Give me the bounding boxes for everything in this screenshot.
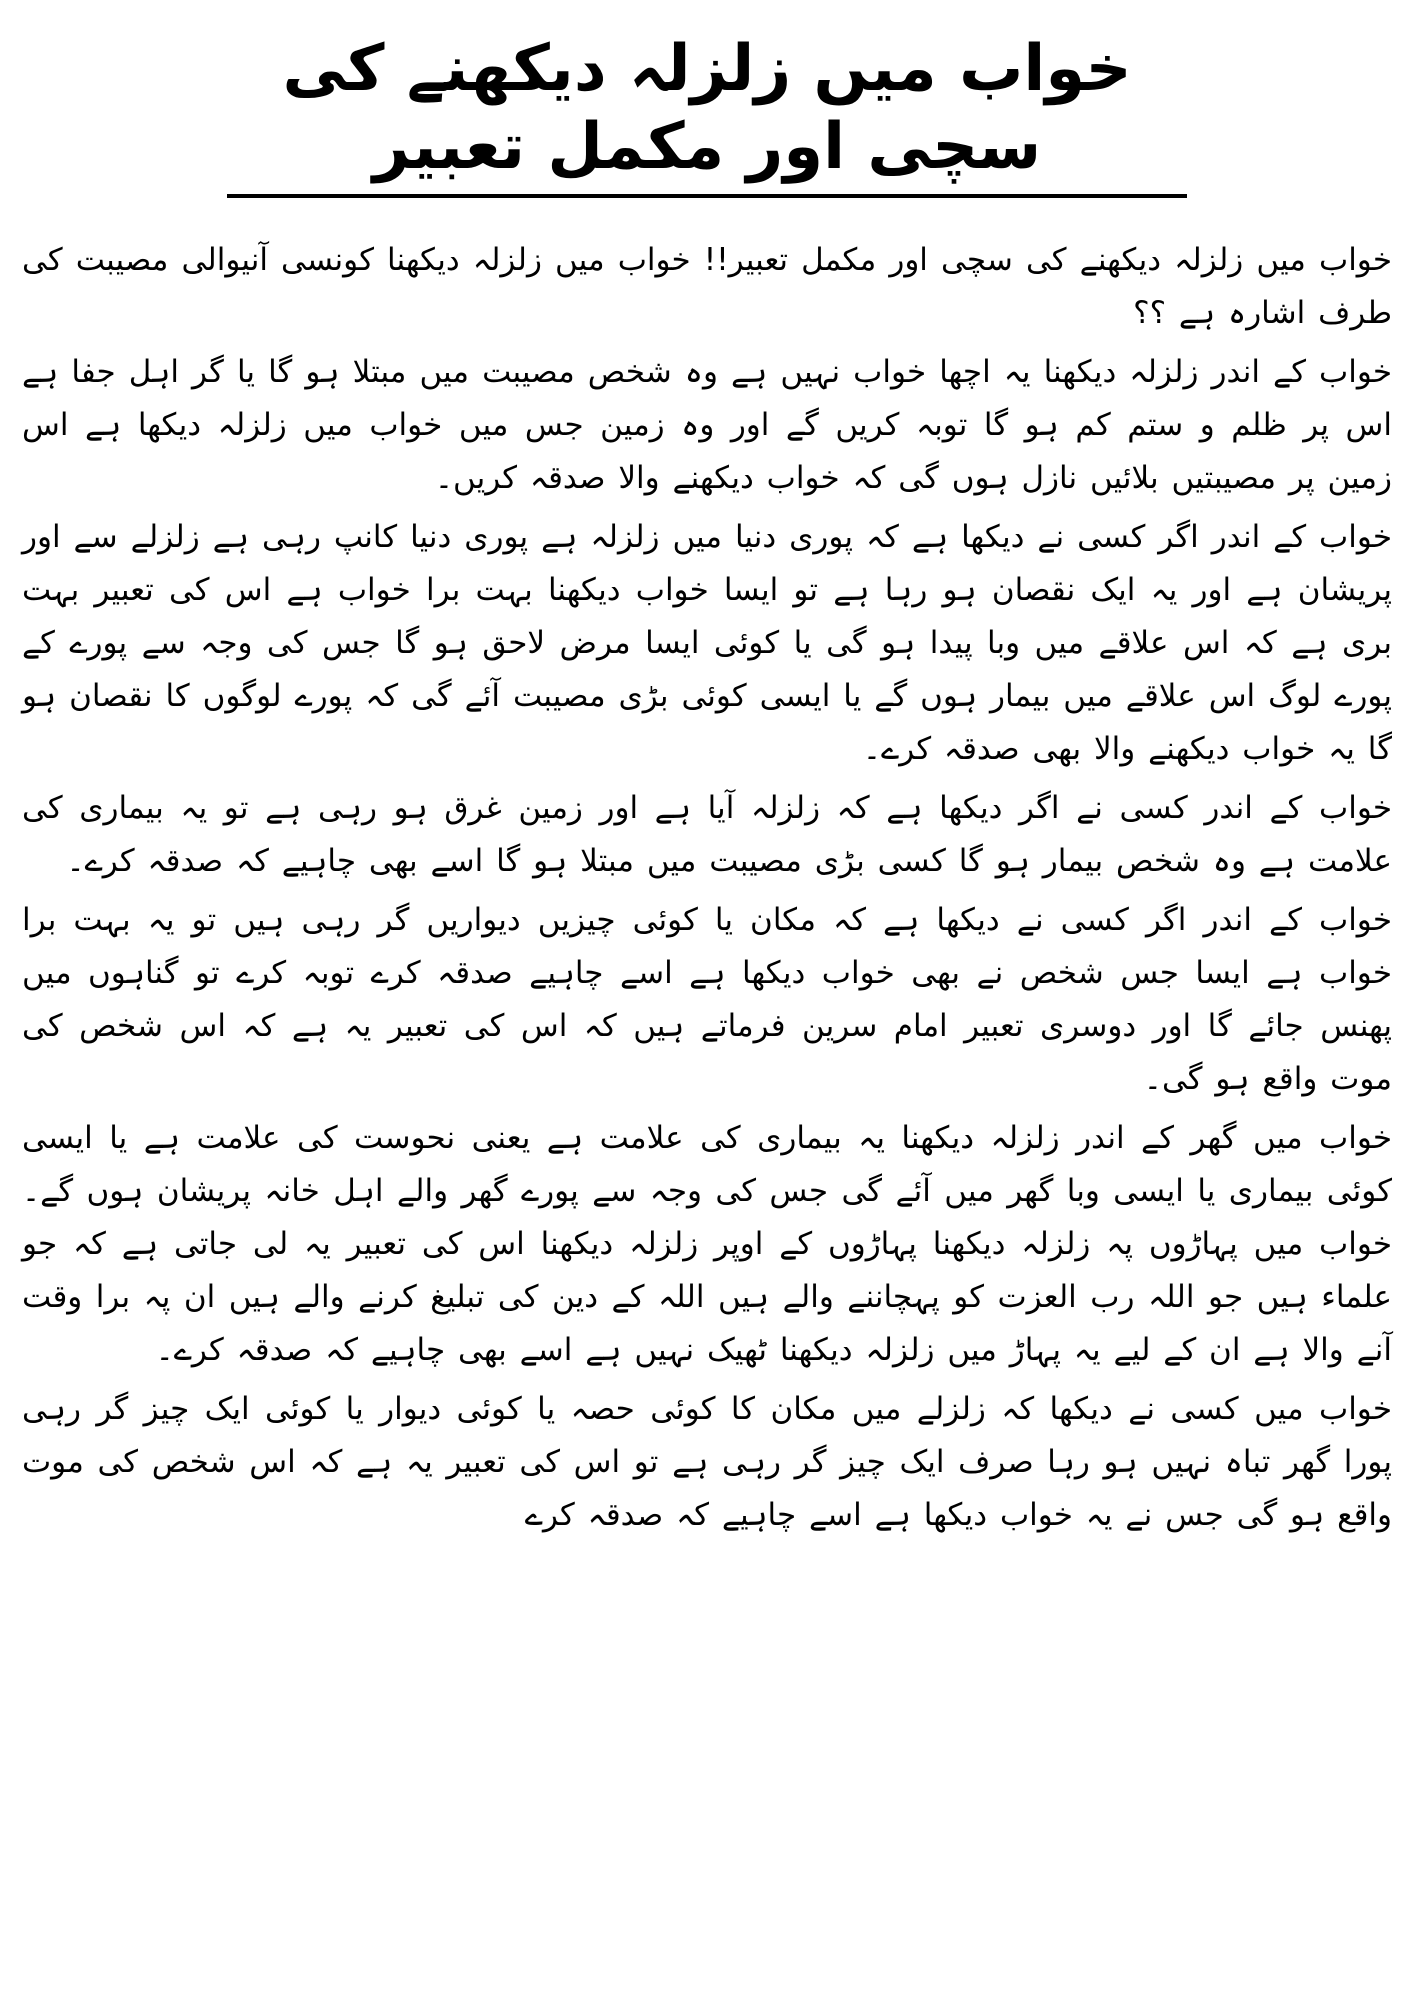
paragraph-house-and-mountains: خواب میں گھر کے اندر زلزلہ دیکھنا یہ بیماری کی علامت ہے یعنی نحوست کی علامت ہے یا ایسی کوئی بیماری یا ایسی وبا گھر میں آئے گی جس کی وجہ سے پورے گھر والے اہل خانہ پریشان ہوں گے۔ خواب میں پہاڑوں پہ زلزلہ دیکھنا پہاڑوں کے اوپر زلزلہ دیکھنا اس کی تعبیر یہ لی جاتی ہے کہ جو علماء ہیں جو اللہ رب العزت کو پہچاننے والے ہیں اللہ کے دین کی تبلیغ کرنے والے ہیں ان پہ برا وقت آنے والا ہے ان کے لیے یہ پہاڑ میں زلزلہ دیکھنا ٹھیک نہیں ہے اسے بھی چاہیے کہ صدقہ کرے۔ — [22, 1120, 1392, 1368]
title-underline — [227, 194, 1187, 198]
paragraph-whole-world: خواب کے اندر اگر کسی نے دیکھا ہے کہ پوری دنیا میں زلزلہ ہے پوری دنیا کانپ رہی ہے زلزلے سے اور پریشان ہے اور یہ ایک نقصان ہو رہا ہے تو ایسا خواب دیکھنا بہت برا خواب ہے اس کی تعبیر بہت بری ہے کہ اس علاقے میں وبا پیدا ہو گی یا کوئی ایسا مرض لاحق ہو گا جس کی وجہ سے پورے کے پورے لوگ اس علاقے میں بیمار ہوں گے یا ایسی کوئی بڑی مصیبت آئے گی کہ پورے لوگوں کا نقصان ہو گا یہ خواب دیکھنے والا بھی صدقہ کرے۔ — [22, 519, 1392, 767]
paragraph-land-sinking: خواب کے اندر کسی نے اگر دیکھا ہے کہ زلزلہ آیا ہے اور زمین غرق ہو رہی ہے تو یہ بیماری کی علامت ہے وہ شخص بیمار ہو گا کسی بڑی مصیبت میں مبتلا ہو گا اسے بھی چاہیے کہ صدقہ کرے۔ — [22, 790, 1392, 879]
paragraph-part-of-house: خواب میں کسی نے دیکھا کہ زلزلے میں مکان کا کوئی حصہ یا کوئی دیوار یا کوئی ایک چیز گر رہی پورا گھر تباہ نہیں ہو رہا صرف ایک چیز گر رہی ہے تو اس کی تعبیر یہ ہے کہ اس شخص کی موت واقع ہو گی جس نے یہ خواب دیکھا ہے اسے چاہیے کہ صدقہ کرے — [22, 1391, 1392, 1533]
article-body — [22, 234, 1392, 1542]
paragraph-walls-falling: خواب کے اندر اگر کسی نے دیکھا ہے کہ مکان یا کوئی چیزیں دیواریں گر رہی ہیں تو یہ بہت برا خواب ہے ایسا جس شخص نے بھی خواب دیکھا ہے اسے چاہیے صدقہ کرے توبہ کرے تو گناہوں میں پھنس جائے گا اور دوسری تعبیر امام سرین فرماتے ہیں کہ اس کی تعبیر یہ ہے کہ اس شخص کی موت واقع ہو گی۔ — [22, 902, 1392, 1097]
paragraph-intro: خواب میں زلزلہ دیکھنے کی سچی اور مکمل تعبیر!! خواب میں زلزلہ دیکھنا کونسی آنیوالی مصیبت کی طرف اشارہ ہے ؟؟ — [22, 242, 1392, 331]
page-title: خواب میں زلزلہ دیکھنے کی سچی اور مکمل تعبیر — [282, 32, 1132, 184]
paragraph-earthquake-not-good: خواب کے اندر زلزلہ دیکھنا یہ اچھا خواب نہیں ہے وہ شخص مصیبت میں مبتلا ہو گا یا گر اہل جفا ہے اس پر ظلم و ستم کم ہو گا توبہ کریں گے اور وہ زمین جس میں خواب میں زلزلہ دیکھا ہے اس زمین پر مصیبتیں بلائیں نازل ہوں گی کہ خواب دیکھنے والا صدقہ کریں۔ — [22, 354, 1392, 496]
